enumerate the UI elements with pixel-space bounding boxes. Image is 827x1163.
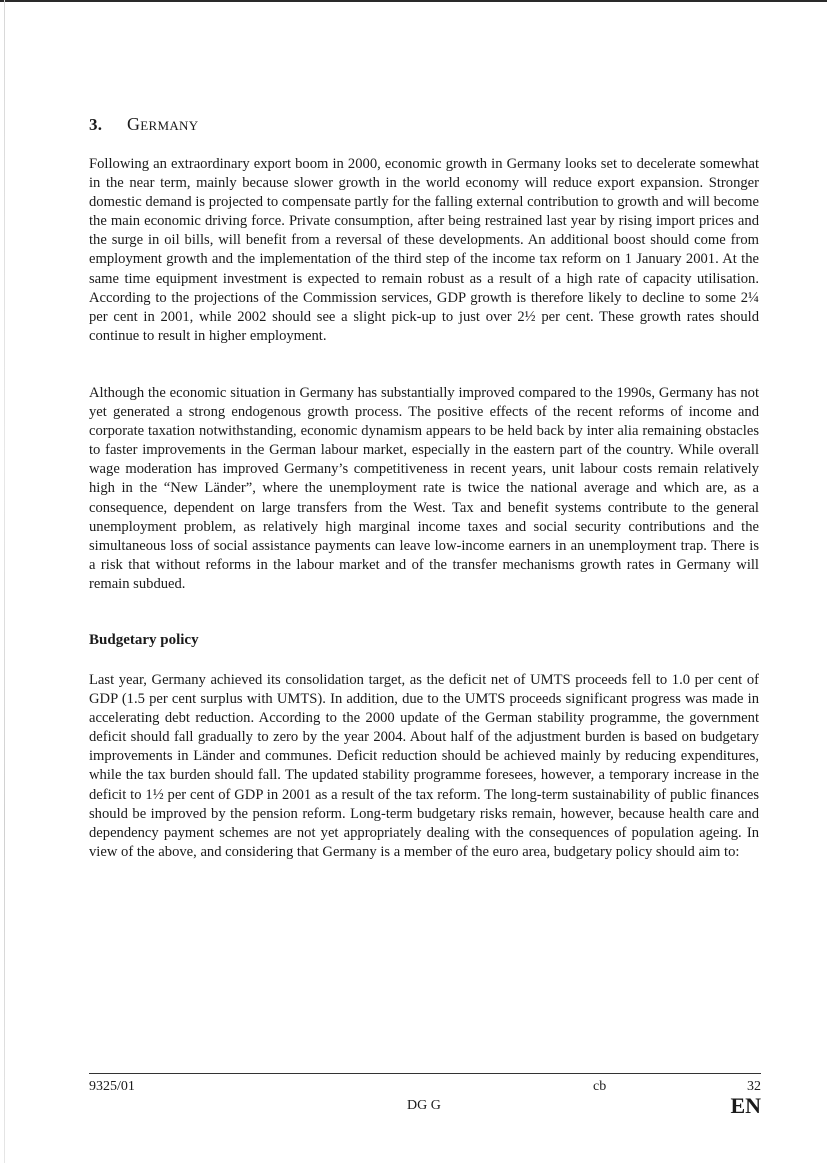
paragraph-structural-issues: Although the economic situation in Germany has substantially improved compared to the 1990s, Germany has not yet generated a strong endogenous growth process. The positive effects of the recent reforms of income and corporate taxation notwithstanding, economic dynamism appears to be held back by inter alia remaining obstacles to faster improvements in the German labour market, especially in the eastern part of the country. While overall wage moderation has improved Germany’s competitiveness in recent years, unit labour costs remain relatively high in the “New Länder”, where the unemployment rate is twice the national average and which are, as a consequence, dependent on large transfers from the West. Tax and benefit systems contribute to the general unemployment problem, as relatively high marginal income taxes and social security contributions and the simultaneous loss of social assistance payments can leave low-income earners in an unemployment trap. There is a risk that without reforms in the labour market and of the transfer mechanisms growth rates in Germany will remain subdued. <box>89 385 759 592</box>
subheading-budgetary-policy: Budgetary policy <box>89 632 199 648</box>
scan-edge-line <box>4 0 5 1163</box>
footer-document-ref: 9325/01 <box>89 1079 135 1094</box>
section-heading <box>89 114 198 135</box>
section-number: 3. <box>89 115 103 134</box>
paragraph-economic-outlook: Following an extraordinary export boom in 2000, economic growth in Germany looks set to decelerate somewhat in the near term, mainly because slower growth in the world economy will reduce export expansion. Stronger domestic demand is projected to compensate partly for the falling external contribution to growth and will become the main economic driving force. Private consumption, after being restrained last year by rising import prices and the surge in oil bills, will benefit from a reversal of these developments. An additional boost should come from employment growth and the implementation of the third step of the income tax reform on 1 January 2001. At the same time equipment investment is expected to remain robust as a result of a high rate of capacity utilisation. According to the projections of the Commission services, GDP growth is therefore likely to decline to some 2¼ per cent in 2001, while 2002 should see a slight pick-up to just over 2½ per cent. These growth rates should continue to result in higher employment. <box>89 156 759 344</box>
footer-directorate: DG G <box>407 1098 441 1113</box>
top-rule <box>0 0 827 2</box>
footer-rule <box>89 1073 761 1074</box>
footer-language-code: EN <box>730 1093 761 1118</box>
footer-page-number: 32 <box>747 1079 761 1094</box>
paragraph-budgetary-policy: Last year, Germany achieved its consolidation target, as the deficit net of UMTS proceeds fell to 1.0 per cent of GDP (1.5 per cent surplus with UMTS). In addition, due to the UMTS proceeds significant progress was made in accelerating debt reduction. According to the 2000 update of the German stability programme, the government deficit should fall gradually to zero by the year 2004. About half of the adjustment burden is based on budgetary improvements in Länder and communes. Deficit reduction should be achieved mainly by reducing expenditures, while the tax burden should fall. The updated stability programme foresees, however, a temporary increase in the deficit to 1½ per cent of GDP in 2001 as a result of the tax reform. The long-term sustainability of public finances should be improved by the pension reform. Long-term budgetary risks remain, however, because health care and dependency payment schemes are not yet appropriately dealing with the consequences of population ageing. In view of the above, and considering that Germany is a member of the euro area, budgetary policy should aim to: <box>89 672 759 860</box>
section-title: Germany <box>127 114 199 134</box>
footer-initials: cb <box>593 1079 607 1094</box>
